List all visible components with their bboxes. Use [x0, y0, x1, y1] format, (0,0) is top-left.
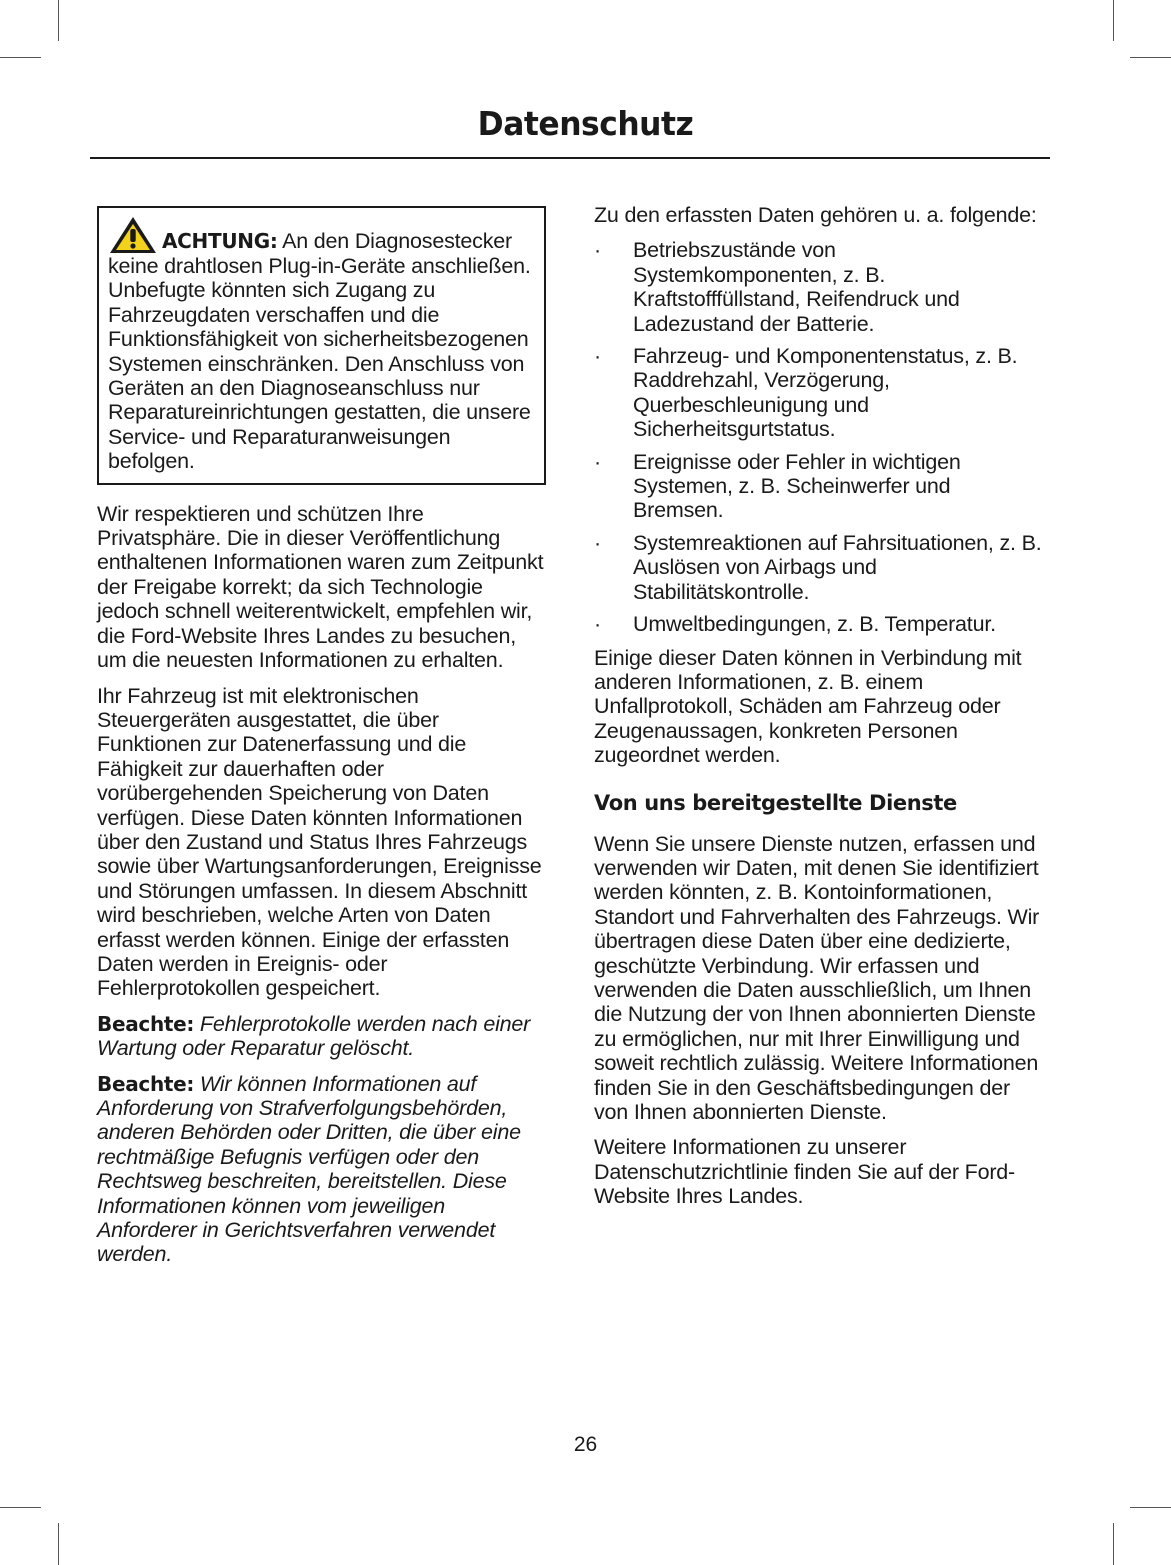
bullet-icon: ·	[594, 238, 601, 263]
paragraph-services: Wenn Sie unsere Dienste nutzen, erfassen und verwenden wir Daten, mit denen Sie identifiziert werden könnten, z. B. Kontoinformationen, Standort und Fahrverhalten des Fahrzeugs. Wir übertragen diese Daten über eine dedizierte, geschützte Verbindung. Wir erfassen und verwenden die Daten ausschließlich, um Ihnen die Nutzung der von Ihnen abonnierten Dienste zu ermöglichen, nur mit Ihrer Einwilligung und soweit rechtlich zulässig. Weitere Informationen finden Sie in den Geschäftsbedingungen der von Ihnen abonnierten Dienste.	[594, 831, 1040, 1124]
paragraph-more-info: Weitere Informationen zu unserer Datenschutzrichtlinie finden Sie auf der Ford-Website Ihres Landes.	[594, 1135, 1016, 1209]
bullet-icon: ·	[594, 449, 601, 474]
collected-data-list	[594, 238, 1044, 636]
note-error-logs	[97, 1012, 547, 1061]
crop-mark-bottom-left-vertical	[58, 1523, 59, 1565]
crop-mark-top-right-vertical	[1113, 0, 1114, 41]
title-divider	[90, 157, 1050, 159]
bullet-icon: ·	[594, 344, 601, 369]
warning-text: An den Diagnosestecker keine drahtlosen Plug-in-Geräte anschließen. Unbefugte könnten sich Zugang zu Fahrzeugdaten verschaffen und die Funktionsfähigkeit von sicherheitsbezogenen Systemen einschränken. Den Anschluss von Geräten an den Diagnoseanschluss nur Reparatureinrichtungen gestatten, die unsere Service- und Reparaturanweisungen befolgen.	[108, 229, 531, 474]
list-item	[594, 344, 1044, 442]
bullet-icon: ·	[594, 530, 601, 555]
warning-label: ACHTUNG:	[162, 229, 278, 253]
list-item-text: Ereignisse oder Fehler in wichtigen Systemen, z. B. Scheinwerfer und Bremsen.	[633, 449, 961, 523]
list-item	[594, 531, 1044, 604]
list-intro: Zu den erfassten Daten gehören u. a. folgende:	[594, 203, 1037, 227]
note-label: Beachte:	[97, 1011, 195, 1036]
page-title: Datenschutz	[477, 104, 694, 143]
crop-mark-bottom-left-horizontal	[0, 1507, 41, 1508]
warning-box	[97, 206, 546, 485]
crop-mark-top-left-horizontal	[0, 57, 41, 58]
warning-triangle-icon	[108, 215, 158, 255]
list-item-text: Betriebszustände von Systemkomponenten, z. B. Kraftstofffüllstand, Reifendruck und Ladezustand der Batterie.	[633, 238, 960, 336]
paragraph-privacy: Wir respektieren und schützen Ihre Privatsphäre. Die in dieser Veröffentlichung enthaltenen Informationen waren zum Zeitpunkt der Freigabe korrekt; da sich Technologie jedoch schnell weiterentwickelt, empfehlen wir, die Ford-Website Ihres Landes zu besuchen, um die neuesten Informationen zu erhalten.	[97, 501, 544, 673]
crop-mark-top-right-horizontal	[1130, 57, 1171, 58]
list-item	[594, 612, 1044, 636]
warning-text-block	[108, 214, 536, 474]
list-item-text: Fahrzeug- und Komponentenstatus, z. B. Raddrehzahl, Verzögerung, Querbeschleunigung und Sicherheitsgurtstatus.	[633, 344, 1018, 442]
list-item	[594, 238, 1044, 336]
note-text: Fehlerprotokolle werden nach einer Wartung oder Reparatur gelöscht.	[97, 1011, 531, 1061]
page-number: 26	[573, 1433, 598, 1456]
bullet-icon: ·	[594, 612, 601, 637]
paragraph-personal-link: Einige dieser Daten können in Verbindung mit anderen Informationen, z. B. einem Unfallprotokoll, Schäden am Fahrzeug oder Zeugenaussagen, konkreten Personen zugeordnet werden.	[594, 645, 1022, 768]
crop-mark-top-left-vertical	[58, 0, 59, 41]
note-authorities	[97, 1072, 547, 1267]
left-column	[97, 206, 547, 1278]
list-item-text: Umweltbedingungen, z. B. Temperatur.	[633, 612, 996, 637]
section-heading-services: Von uns bereitgestellte Dienste	[594, 790, 957, 815]
crop-mark-bottom-right-vertical	[1113, 1523, 1114, 1565]
note-label: Beachte:	[97, 1071, 195, 1096]
crop-mark-bottom-right-horizontal	[1130, 1507, 1171, 1508]
paragraph-control-units: Ihr Fahrzeug ist mit elektronischen Steuergeräten ausgestattet, die über Funktionen zur Datenerfassung und die Fähigkeit zur dauerhaften oder vorübergehenden Speicherung von Daten verfügen. Diese Daten könnten Informationen über den Zustand und Status Ihres Fahrzeugs sowie über Wartungsanforderungen, Ereignisse und Störungen umfassen. In diesem Abschnitt wird beschrieben, welche Arten von Daten erfasst werden können. Einige der erfassten Daten werden in Ereignis- oder Fehlerprotokollen gespeichert.	[97, 683, 542, 1001]
right-column	[594, 203, 1044, 1220]
list-item	[594, 450, 1044, 523]
note-text: Wir können Informationen auf Anforderung von Strafverfolgungsbehörden, anderen Behörden oder Dritten, die über eine rechtmäßige Befugnis verfügen oder den Rechtsweg beschreiten, bereitstellen. Diese Informationen können vom jeweiligen Anforderer in Gerichtsverfahren verwendet werden.	[97, 1071, 521, 1267]
list-item-text: Systemreaktionen auf Fahrsituationen, z. B. Auslösen von Airbags und Stabilitätskontrolle.	[633, 530, 1042, 604]
